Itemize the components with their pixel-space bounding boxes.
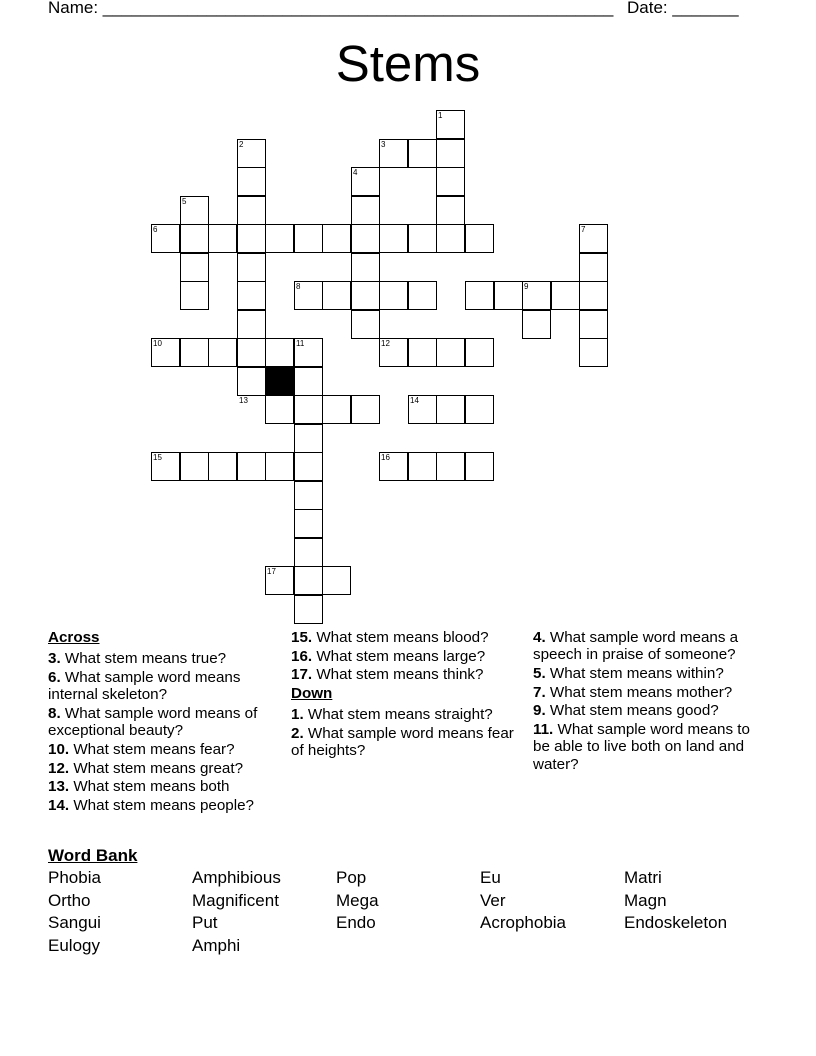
grid-cell[interactable] [180,452,209,481]
across-heading: Across [48,629,100,646]
grid-cell[interactable] [465,395,494,424]
grid-cell[interactable] [436,167,465,196]
grid-cell[interactable] [351,196,380,225]
grid-cell[interactable] [237,196,266,225]
word-bank-item: Ver [480,890,506,910]
clue-item: 13. What stem means both [48,778,230,796]
grid-cell[interactable] [294,424,323,453]
grid-cell[interactable] [351,281,380,310]
clue-number: 9 [524,282,529,291]
clue-item: 1. What stem means straight? [291,706,493,724]
grid-cell[interactable] [265,224,294,253]
grid-cell[interactable] [436,224,465,253]
grid-cell[interactable] [322,224,351,253]
clue-item: 5. What stem means within? [533,664,724,682]
grid-cell[interactable] [294,452,323,481]
grid-cell[interactable] [208,224,237,253]
down-heading: Down [291,685,333,703]
grid-cell[interactable] [294,224,323,253]
word-bank-item: Amphibious [192,868,281,887]
grid-cell[interactable] [465,452,494,481]
grid-cell[interactable] [265,452,294,481]
word-bank-item: Acrophobia [480,913,567,933]
grid-cell[interactable] [237,338,266,367]
grid-cell[interactable] [208,338,237,367]
grid-cell[interactable] [579,338,608,367]
grid-cell[interactable] [180,253,209,282]
clues-column-1 [48,629,283,816]
word-bank-item: Eu [480,868,501,887]
grid-cell[interactable] [351,253,380,282]
grid-cell[interactable] [408,281,437,310]
black-square [265,367,294,396]
grid-cell[interactable] [322,281,351,310]
word-bank-item: Matri [624,868,662,887]
word-bank-item: Endo [336,913,376,933]
word-bank-item: Mega [336,890,379,910]
clue-item: 7. What stem means mother? [533,683,733,701]
clue-item: 8. What sample word means of exceptional beauty? [48,704,258,740]
grid-cell[interactable] [408,224,437,253]
clue-number: 2 [239,140,244,149]
grid-cell[interactable] [294,395,323,424]
grid-cell[interactable] [465,281,494,310]
grid-cell[interactable] [465,224,494,253]
clue-item: 11. What sample word means to be able to live both on land and water? [533,721,750,773]
grid-cell[interactable] [294,481,323,510]
grid-cell[interactable] [265,395,294,424]
clues-column-3 [533,629,758,774]
clue-number: 15 [153,453,162,462]
grid-cell[interactable] [379,281,408,310]
grid-cell[interactable] [408,452,437,481]
grid-cell[interactable] [351,395,380,424]
grid-cell[interactable] [465,338,494,367]
clue-item: 12. What stem means great? [48,759,244,777]
clue-number: 7 [581,225,586,234]
grid-cell[interactable] [294,566,323,595]
clue-item: 6. What sample word means internal skeleton? [48,668,241,704]
grid-cell[interactable] [265,338,294,367]
grid-cell[interactable] [237,167,266,196]
grid-cell[interactable] [408,338,437,367]
grid-cell[interactable] [294,595,323,624]
grid-cell[interactable] [436,196,465,225]
grid-cell[interactable] [180,338,209,367]
grid-cell[interactable] [522,310,551,339]
word-bank-item: Sangui [48,913,101,933]
grid-cell[interactable] [579,281,608,310]
grid-cell[interactable] [294,509,323,538]
clue-number: 16 [381,453,390,462]
grid-cell[interactable] [408,139,437,168]
grid-cell[interactable] [294,367,323,396]
grid-cell[interactable] [180,224,209,253]
grid-cell[interactable] [237,253,266,282]
grid-cell[interactable] [237,224,266,253]
clue-item: 16. What stem means large? [291,647,486,665]
word-bank-item: Put [192,913,218,933]
grid-cell[interactable] [294,538,323,567]
grid-cell[interactable] [494,281,523,310]
word-bank-item: Pop [336,868,367,887]
word-bank-item: Eulogy [48,936,100,956]
clue-number: 17 [267,567,276,576]
clue-item: 9. What stem means good? [533,702,719,720]
grid-cell[interactable] [436,338,465,367]
clue-number: 10 [153,339,162,348]
grid-cell[interactable] [208,452,237,481]
word-bank-item: Endoskeleton [624,913,728,933]
grid-cell[interactable] [237,281,266,310]
grid-cell[interactable] [237,310,266,339]
name-line[interactable]: Name: ______________________________________________________ [48,0,614,17]
grid-cell[interactable] [180,281,209,310]
page-title: Stems [335,35,481,92]
clue-number: 6 [153,225,158,234]
word-bank-item: Ortho [48,890,91,910]
word-bank-heading: Word Bank [48,846,138,865]
word-bank-item: Magn [624,890,667,910]
clue-number: 13 [239,396,248,405]
word-bank-item: Phobia [48,868,101,887]
clue-number: 4 [353,168,358,177]
grid-cell[interactable] [579,310,608,339]
word-bank-item: Amphi [192,936,241,956]
grid-cell[interactable] [322,395,351,424]
grid-cell[interactable] [351,310,380,339]
grid-cell[interactable] [436,139,465,168]
clue-item: 3. What stem means true? [48,650,227,668]
word-bank-item: Magnificent [192,890,279,910]
clue-number: 3 [381,140,386,149]
clue-item: 4. What sample word means a speech in praise of someone? [533,629,739,664]
clue-number: 8 [296,282,301,291]
clue-item: 14. What stem means people? [48,797,255,815]
grid-cell[interactable] [436,452,465,481]
clues-column-2 [291,629,516,761]
grid-cell[interactable] [579,253,608,282]
grid-cell[interactable] [237,452,266,481]
clue-item: 17. What stem means think? [291,666,484,684]
grid-cell[interactable] [551,281,580,310]
clue-number: 11 [296,339,305,348]
date-line[interactable]: Date: _______ [627,0,739,17]
clue-number: 12 [381,339,390,348]
grid-cell[interactable] [351,224,380,253]
grid-cell[interactable] [237,367,266,396]
clue-item: 10. What stem means fear? [48,740,235,758]
grid-cell[interactable] [322,566,351,595]
clue-item: 2. What sample word means fear of heights? [291,725,514,760]
clue-number: 1 [438,111,443,120]
clue-item: 15. What stem means blood? [291,629,489,646]
grid-cell[interactable] [436,395,465,424]
clue-number: 5 [182,197,187,206]
grid-cell[interactable] [379,224,408,253]
clue-number: 14 [410,396,419,405]
